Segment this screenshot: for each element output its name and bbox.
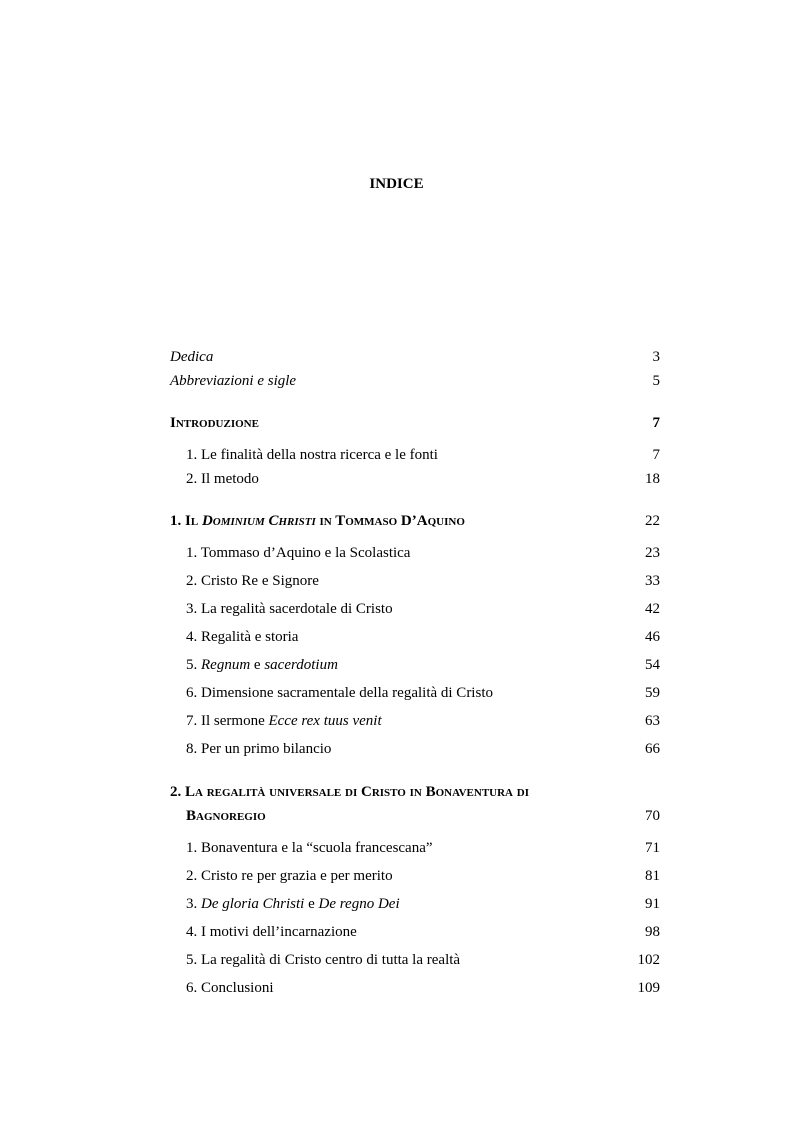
label-part: 3. xyxy=(186,896,201,912)
toc-entry-label xyxy=(186,895,400,913)
toc-entry-label: 6. Dimensione sacramentale della regalità di Cristo xyxy=(186,685,493,701)
toc-chapter-label: 2. La regalità universale di Cristo in Bonaventura di xyxy=(170,784,529,800)
toc-entry-label: Abbreviazioni e sigle xyxy=(170,373,297,389)
label-italic: sacerdotium xyxy=(264,657,338,673)
toc-entry-label: 4. Regalità e storia xyxy=(186,629,299,645)
toc-entry[interactable] xyxy=(186,572,660,590)
toc-entry-page: 102 xyxy=(637,952,660,968)
toc-chapter-2-line2[interactable] xyxy=(186,807,660,825)
toc-entry-label: 3. La regalità sacerdotale di Cristo xyxy=(186,601,393,617)
toc-entry-label: 2. Cristo re per grazia e per merito xyxy=(186,868,393,884)
toc-entry[interactable] xyxy=(186,656,660,674)
toc-entry-label: 2. Cristo Re e Signore xyxy=(186,573,319,589)
label-italic: De regno Dei xyxy=(318,896,400,912)
toc-entry-dedica[interactable] xyxy=(170,348,660,366)
toc-entry-page: 7 xyxy=(652,415,660,431)
toc-entry[interactable] xyxy=(186,923,660,941)
toc-entry-page: 59 xyxy=(645,685,660,701)
toc-entry-page: 63 xyxy=(645,713,660,729)
toc-entry-page: 66 xyxy=(645,741,660,757)
toc-entry-page: 23 xyxy=(645,545,660,561)
toc-entry-page: 18 xyxy=(645,471,660,487)
chapter-label-part: 1. Il xyxy=(170,513,202,529)
toc-chapter-1[interactable] xyxy=(170,512,660,530)
toc-entry[interactable] xyxy=(186,867,660,885)
toc-entry-page: 22 xyxy=(645,513,660,529)
toc-chapter-2-line1[interactable] xyxy=(170,783,660,801)
toc-chapter-label: Bagnoregio xyxy=(186,808,266,824)
toc-entry-label: 1. Bonaventura e la “scuola francescana” xyxy=(186,840,433,856)
toc-entry-label: 6. Conclusioni xyxy=(186,980,274,996)
toc-entry-label: 2. Il metodo xyxy=(186,471,259,487)
toc-entry-label xyxy=(186,656,338,674)
toc-entry-label: 8. Per un primo bilancio xyxy=(186,741,332,757)
label-italic: De gloria Christi xyxy=(201,896,305,912)
label-part: 5. xyxy=(186,657,201,673)
toc-entry-page: 42 xyxy=(645,601,660,617)
toc-entry[interactable] xyxy=(186,839,660,857)
toc-entry-abbreviazioni[interactable] xyxy=(170,372,660,390)
toc-entry-page: 3 xyxy=(652,349,660,365)
toc-entry-page: 7 xyxy=(652,447,660,463)
toc-entry-label: 1. Tommaso d’Aquino e la Scolastica xyxy=(186,545,411,561)
toc-entry-page: 46 xyxy=(645,629,660,645)
toc-entry[interactable] xyxy=(186,712,660,730)
toc-entry-page: 81 xyxy=(645,868,660,884)
toc-entry-page: 5 xyxy=(652,373,660,389)
toc-entry[interactable] xyxy=(186,684,660,702)
toc-entry-label: 4. I motivi dell’incarnazione xyxy=(186,924,357,940)
toc-entry-label: 5. La regalità di Cristo centro di tutta la realtà xyxy=(186,952,461,968)
label-italic: Ecce rex tuus venit xyxy=(268,713,382,729)
toc-entry[interactable] xyxy=(186,446,660,464)
label-italic: Regnum xyxy=(201,657,251,673)
chapter-label-part: in Tommaso D’Aquino xyxy=(315,513,465,529)
toc-entry-page: 71 xyxy=(645,840,660,856)
label-part: 7. Il sermone xyxy=(186,713,269,729)
toc-entry[interactable] xyxy=(186,628,660,646)
toc-entry-page: 98 xyxy=(645,924,660,940)
toc-entry-page: 91 xyxy=(645,896,660,912)
toc-entry-label xyxy=(186,712,382,730)
toc-entry[interactable] xyxy=(186,470,660,488)
toc-entry-page: 70 xyxy=(645,808,660,824)
toc-entry-label: 1. Le finalità della nostra ricerca e le fonti xyxy=(186,447,438,463)
toc-entry[interactable] xyxy=(186,895,660,913)
toc-entry-page: 109 xyxy=(637,980,660,996)
toc-entry[interactable] xyxy=(186,979,660,997)
label-part: e xyxy=(250,657,265,673)
toc-entry[interactable] xyxy=(186,951,660,969)
label-part: e xyxy=(304,896,319,912)
toc-chapter-label: Introduzione xyxy=(170,415,259,431)
toc-chapter-introduzione[interactable] xyxy=(170,414,660,432)
toc-entry-page: 54 xyxy=(645,657,660,673)
toc-entry-page: 33 xyxy=(645,573,660,589)
toc-entry[interactable] xyxy=(186,740,660,758)
toc-entry[interactable] xyxy=(186,544,660,562)
chapter-label-italic: Dominium Christi xyxy=(201,513,316,529)
page-title: INDICE xyxy=(369,176,424,192)
toc-chapter-label xyxy=(170,512,465,530)
toc-entry[interactable] xyxy=(186,600,660,618)
toc-entry-label: Dedica xyxy=(170,349,214,365)
